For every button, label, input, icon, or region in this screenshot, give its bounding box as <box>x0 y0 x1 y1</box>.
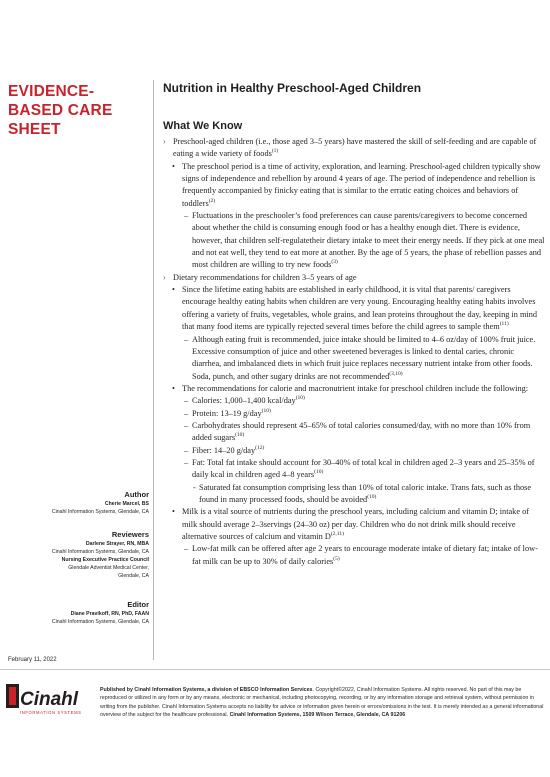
author-name: Cherie Marcel, BS <box>104 501 149 507</box>
list-item-text: Fluctuations in the preschooler’s food preferences can cause parents/caregivers to become concerned about whether the child is consuming enough food or has a healthy enough diet. There is evidence, however, that children self-regulatetheir dietary intake to meet their energy needs. If they pick at one meal and not eat well, they tend to eat more at another. By the age of 5 years, the phase of rebellion passes and most children are willing to try new foods <box>192 211 545 270</box>
list-item-text: Low-fat milk can be offered after age 2 years to encourage moderate intake of dietary fat; intake of low-fat milk can be up to 30% of daily calories <box>192 544 538 566</box>
editor-heading: Editor <box>127 600 149 609</box>
reference-citation: (10) <box>314 469 324 476</box>
evidence-based-care-sheet-title: EVIDENCE- BASED CARE SHEET <box>8 83 113 138</box>
editor-block <box>1 599 149 626</box>
list-item <box>163 543 545 568</box>
editor-affiliation: Cinahl Information Systems, Glendale, CA <box>51 619 149 625</box>
list-item <box>163 334 545 383</box>
list-item-text: Dietary recommendations for children 3–5 years of age <box>173 272 357 282</box>
author-block <box>1 489 149 516</box>
reviewer-name: Nursing Executive Practice Council <box>61 557 149 563</box>
footer-address: Cinahl Information Systems, 1509 Wilson Terrace, Glendale, CA 91206 <box>229 711 406 718</box>
reference-citation: (10) <box>261 407 271 414</box>
cinahl-logo-graphic <box>6 680 86 722</box>
footer-divider <box>0 669 550 670</box>
section-heading: What We Know <box>163 120 243 132</box>
list-item <box>163 482 545 507</box>
reviewers-block <box>1 529 149 580</box>
page-title: Nutrition in Healthy Preschool-Aged Children <box>163 81 422 95</box>
reviewer-affiliation: Glendale, CA <box>118 573 149 579</box>
reference-citation: (10) <box>367 494 377 501</box>
publication-date: February 11, 2022 <box>8 657 57 663</box>
list-item-text: The preschool period is a time of activity, exploration, and learning. Preschool-aged children typically show signs of independence and rebellion by around 4 years of age. The period of independence and rebellion is frequently accompanied by finicky eating that is similar to the erratic eating choices and behaviors of toddlers <box>182 161 541 208</box>
list-item <box>163 445 545 457</box>
reference-citation: (10) <box>235 432 245 439</box>
list-item <box>163 506 545 543</box>
list-item <box>163 395 545 407</box>
cinahl-logo <box>6 680 86 722</box>
reference-citation: (10) <box>295 395 305 402</box>
list-item <box>163 136 545 161</box>
editor-name: Diane Pravikoff, RN, PhD, FAAN <box>70 611 149 617</box>
reviewer-affiliation: Cinahl Information Systems, Glendale, CA <box>51 549 149 555</box>
reference-citation: (3) <box>331 259 338 266</box>
logo-tagline: INFORMATION SYSTEMS <box>20 710 82 715</box>
logo-wordmark: Cinahl <box>20 689 79 710</box>
footer-publisher: Published by Cinahl Information Systems, a division of EBSCO Information Services <box>100 687 313 693</box>
list-item-text: Since the lifetime eating habits are established in early childhood, it is vital that parents/ caregivers encourage healthy eating habits when children are very young. Encouraging healthy eating habits involves offering a variety of fruits, vegetables, whole grains, and lean proteins throughout the day, keeping in mind that many food items are typically rejected several times before the child agrees to sample them <box>182 285 538 332</box>
list-item-text: Calories: 1,000–1,400 kcal/day <box>192 396 296 406</box>
list-item <box>163 210 545 272</box>
reference-citation: (1) <box>271 148 279 155</box>
list-item <box>163 272 545 284</box>
list-item-text: Milk is a vital source of nutrients during the preschool years, including calcium and vitamin D; intake of milk should average 2–3servings (24–30 oz) per day. Children who do not drink milk should receive alternative sources of calcium and vitamin D <box>182 507 530 541</box>
list-item <box>163 383 545 395</box>
reviewer-affiliation: Glendale Adventist Medical Center, <box>68 565 149 571</box>
reference-citation: (2) <box>208 197 216 204</box>
list-item-text: Saturated fat consumption comprising less than 10% of total caloric intake. Trans fats, such as those found in many processed foods, should be avoided <box>199 482 532 504</box>
column-divider <box>153 80 154 660</box>
list-item-text: Fat: Total fat intake should account for 30–40% of total kcal in children aged 2–3 years and 25–35% of daily kcal in children aged 4–8 years <box>192 457 535 480</box>
bullet-list <box>163 136 545 568</box>
list-item-text: Protein: 13–19 g/day <box>192 408 262 418</box>
list-item-text: Preschool-aged children (i.e., those aged 3–5 years) have mastered the skill of self-feeding and are capable of eating a wide variety of foods <box>173 137 537 159</box>
reference-citation: (2,11) <box>330 531 344 538</box>
reference-citation: (11) <box>499 321 509 328</box>
sidebar <box>0 0 153 660</box>
list-item <box>163 284 545 333</box>
list-item <box>163 420 545 445</box>
list-item <box>163 408 545 420</box>
footer-copyright: . Copyright©2022, Cinahl Information Systems. All rights reserved. No part of this may be reproduced or utilized in any form or by any means, electronic or mechanical, including photocopying, recording, or by any information storage and retrieval system, without permission in writing from the publisher. Cinahl Information Systems accepts no liability for advice or information given herein or errors/omissions in the text. It is merely intended as a general informational overview of the subject for the healthcare professional. <box>100 687 544 718</box>
main-content <box>163 81 545 568</box>
reference-citation: (5) <box>333 555 340 562</box>
list-item-text: Fiber: 14–20 g/day <box>192 445 256 455</box>
list-item <box>163 457 545 482</box>
list-item-text: Although eating fruit is recommended, juice intake should be limited to 4–6 oz/day of 100% fruit juice. Excessive consumption of juice and other sweetened beverages is linked to dental caries, chronic diarrhea, and imbalanced diets in which fruit juice replaces necessary nutrient intake from other foods. Soda, punch, and other sugary drinks are not recommended <box>192 334 536 381</box>
reviewers-heading: Reviewers <box>111 530 149 539</box>
author-affiliation: Cinahl Information Systems, Glendale, CA <box>51 509 149 515</box>
reference-citation: (3,10) <box>389 370 403 377</box>
author-heading: Author <box>124 490 149 499</box>
reference-citation: (12) <box>255 444 265 451</box>
list-item-text: The recommendations for calorie and macronutrient intake for preschool children include the following: <box>182 383 529 393</box>
reviewer-name: Darlene Strayer, RN, MBA <box>85 541 149 547</box>
list-item-text: Carbohydrates should represent 45–65% of total calories consumed/day, with no more than 10% from added sugars <box>192 420 531 443</box>
list-item <box>163 161 545 210</box>
footer-notice <box>100 686 544 719</box>
